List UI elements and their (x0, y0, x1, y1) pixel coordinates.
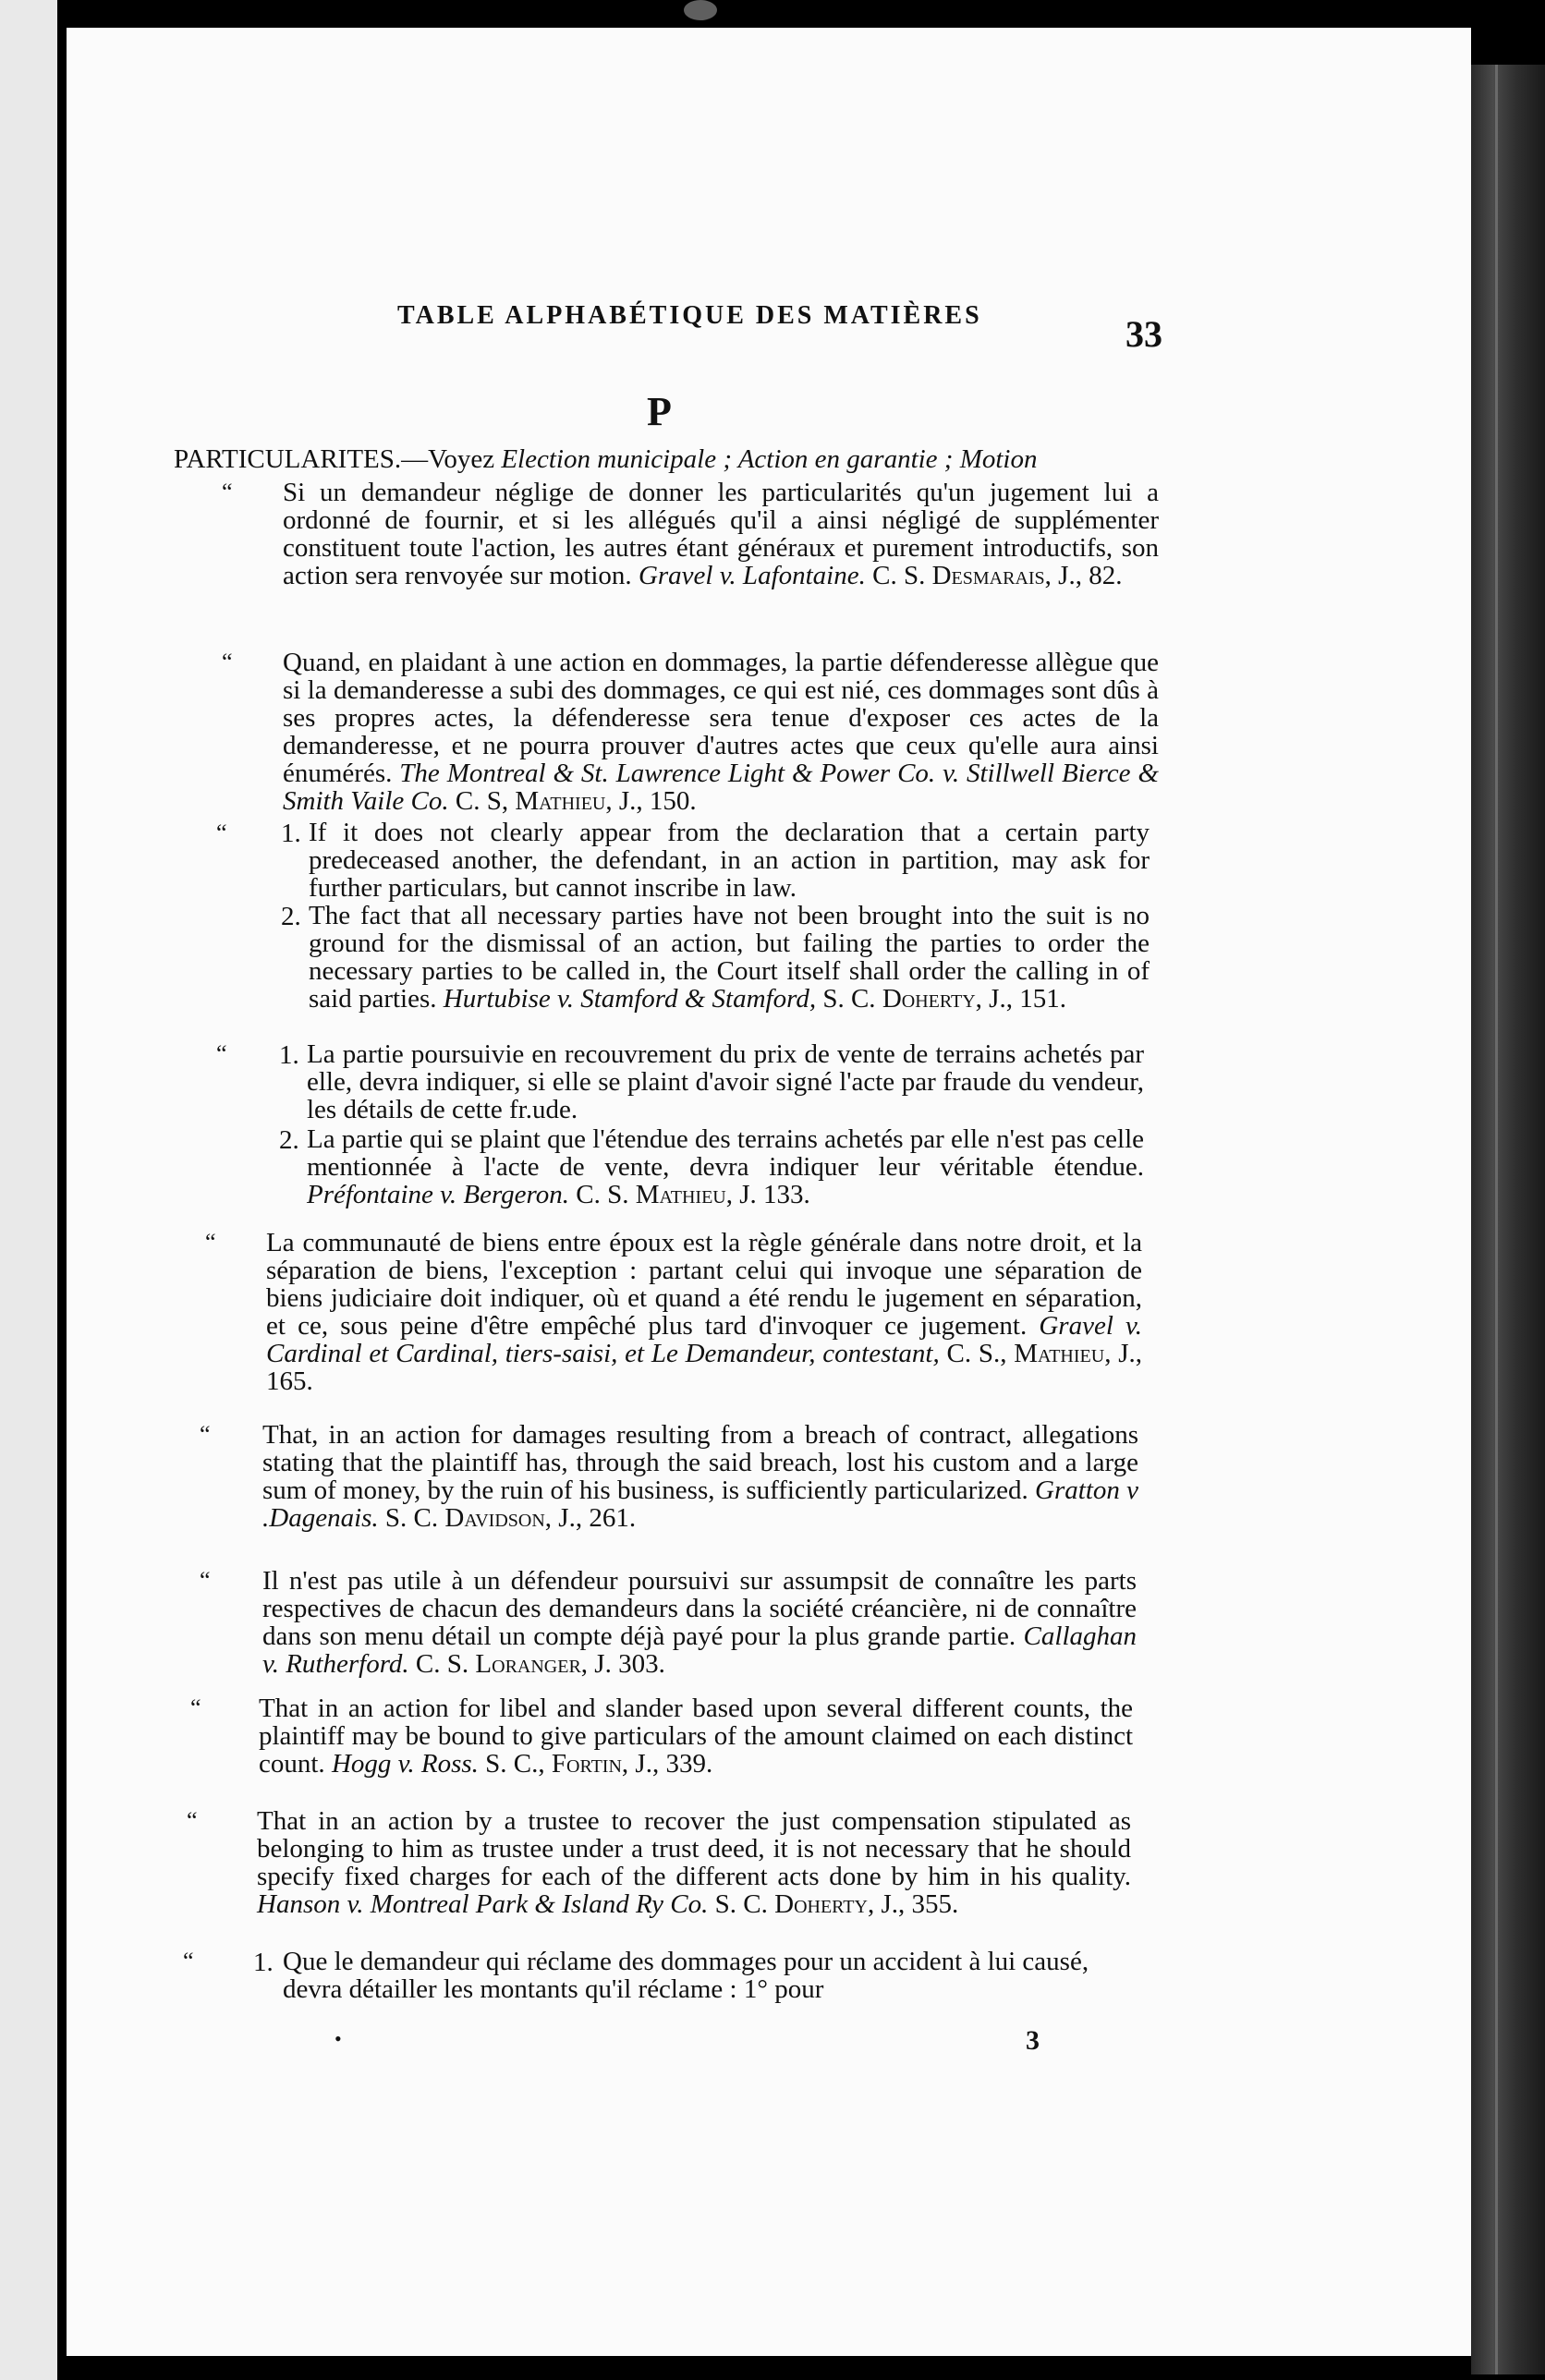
running-head: TABLE ALPHABÉTIQUE DES MATIÈRES (397, 301, 982, 330)
ditto-mark: “ (222, 649, 233, 675)
index-entry: That in an action by a trustee to recover the just compensation stipulated as belonging to him as trustee under a trust deed, it is not necessary that he should specify fixed charges for each of the different acts done by him in his quality. Hanson v. Montreal Park & Island Ry Co. S. C. Doherty, J., 355. (257, 1806, 1131, 1919)
case-name: Hogg v. Ross. (331, 1749, 479, 1779)
heading-see-refs: Election municipale ; Action en garantie ; Motion (501, 444, 1038, 474)
footer-mark: • (335, 2027, 342, 2050)
book-spine (1471, 65, 1545, 2374)
ditto-mark: “ (216, 820, 227, 846)
ditto-mark: “ (190, 1694, 201, 1721)
spine-highlight (1495, 65, 1498, 2374)
judge-name: Mathieu (1014, 1339, 1105, 1368)
signature-mark: 3 (1026, 2025, 1040, 2056)
ditto-mark: “ (216, 1040, 227, 1067)
ditto-mark: “ (187, 1807, 198, 1834)
case-name: Gravel v. Cardinal et Cardinal, tiers-saisi, et Le Demandeur, contestant, (266, 1311, 1143, 1368)
judge-name: Doherty (774, 1889, 868, 1919)
index-entry: Quand, en plaidant à une action en dommages, la partie défenderesse allègue que si la demanderesse a subi des dommages, ce qui est nié, ces dommages sont dûs à ses propres actes, la défenderesse sera tenue d'exposer ces actes de la demanderesse, et ne pourra prouver d'autres actes que ceux qu'elle aura ainsi énumérés. The Montreal & St. Lawrence Light & Power Co. v. Stillwell Bierce & Smith Vaile Co. C. S, Mathieu, J., 150. (283, 648, 1159, 816)
index-entry: That, in an action for damages resulting from a breach of contract, allegations stating that the plaintiff has, through the said breach, lost his custom and a large sum of money, by the ruin of his business, is sufficiently particularized. Gratton v .Dagenais. S. C. Davidson, J., 261. (262, 1420, 1139, 1533)
scan-smudge (684, 0, 717, 20)
index-entry: La partie poursuivie en recouvrement du prix de vente de terrains achetés par elle, devra indiquer, si elle se plaint d'avoir signé l'acte par fraude du vendeur, les détails de cette fr.ude. (307, 1039, 1144, 1124)
index-heading (174, 445, 1159, 473)
case-name: Gratton v .Dagenais. (262, 1475, 1139, 1533)
heading-see-prefix: —Voyez (401, 444, 502, 474)
ditto-mark: “ (222, 479, 233, 505)
judge-name: Loranger (475, 1649, 581, 1679)
gutter-shadow (57, 0, 67, 2380)
index-entry: Que le demandeur qui réclame des dommages pour un accident à lui causé, devra détailler les montants qu'il réclame : 1° pour (283, 1947, 1089, 2004)
index-entry: La communauté de biens entre époux est la règle générale dans notre droit, et la séparation de biens, l'exception : partant celui qui invoque une séparation de biens judiciaire doit indiquer, où et quand a été rendu le jugement en séparation, et ce, sous peine d'être empêché plus tard d'invoquer ce jugement. Gravel v. Cardinal et Cardinal, tiers-saisi, et Le Demandeur, contestant, C. S., Mathieu, J., 165. (266, 1228, 1143, 1396)
heading-term: PARTICULARITES. (174, 444, 402, 474)
adjacent-page-edge (0, 0, 57, 2380)
judge-name: Desmarais (931, 561, 1045, 590)
item-number: 1. (279, 1040, 299, 1070)
judge-name: Mathieu (635, 1180, 726, 1209)
case-name: The Montreal & St. Lawrence Light & Power Co. v. Stillwell Bierce & Smith Vaile Co. (283, 759, 1159, 816)
ditto-mark: “ (205, 1229, 216, 1256)
judge-name: Fortin (551, 1749, 622, 1779)
ditto-mark: “ (200, 1567, 211, 1594)
index-entry: Si un demandeur néglige de donner les particularités qu'un jugement lui a ordonné de fournir, et si les allégués qu'il a ainsi négligé de supplémenter constituent toute l'action, les autres étant généraux et purement introductifs, son action sera renvoyée sur motion. Gravel v. Lafontaine. C. S. Desmarais, J., 82. (283, 478, 1159, 590)
case-name: Gravel v. Lafontaine. (638, 561, 866, 590)
case-name: Hurtubise v. Stamford & Stamford, (443, 984, 817, 1014)
judge-name: Doherty (882, 984, 976, 1014)
index-entry: The fact that all necessary parties have not been brought into the suit is no ground for the dismissal of an action, but failing the parties to order the necessary parties to be called in, the Court itself shall order the calling in of said parties. Hurtubise v. Stamford & Stamford, S. C. Doherty, J., 151. (309, 901, 1150, 1014)
item-number: 2. (281, 902, 301, 931)
ditto-mark: “ (183, 1948, 194, 1974)
section-letter: P (647, 389, 672, 434)
judge-name: Mathieu (515, 786, 606, 816)
item-number: 2. (279, 1125, 299, 1155)
item-number: 1. (253, 1948, 274, 1977)
index-entry: La partie qui se plaint que l'étendue des terrains achetés par elle n'est pas celle mentionnée à l'acte de vente, devra indiquer leur véritable étendue. Préfontaine v. Bergeron. C. S. Mathieu, J. 133. (307, 1124, 1144, 1209)
index-entry: If it does not clearly appear from the declaration that a certain party predeceased another, the defendant, in an action in partition, may ask for further particulars, but cannot inscribe in law. (309, 818, 1150, 903)
case-name: Callaghan v. Rutherford. (262, 1621, 1137, 1679)
page-number: 33 (1125, 313, 1162, 355)
case-name: Hanson v. Montreal Park & Island Ry Co. (257, 1889, 709, 1919)
judge-name: Davidson (444, 1503, 545, 1533)
case-name: Préfontaine v. Bergeron. (307, 1180, 570, 1209)
index-entry: That in an action for libel and slander based upon several different counts, the plaintiff may be bound to give particulars of the amount claimed on each distinct count. Hogg v. Ross. S. C., Fortin, J., 339. (259, 1694, 1133, 1779)
ditto-mark: “ (200, 1421, 211, 1448)
item-number: 1. (281, 819, 301, 848)
index-entry: Il n'est pas utile à un défendeur poursuivi sur assumpsit de connaître les parts respectives de chacun des demandeurs dans la société créancière, ni de connaître dans son menu détail un compte déjà payé pour la plus grande partie. Callaghan v. Rutherford. C. S. Loranger, J. 303. (262, 1566, 1137, 1679)
